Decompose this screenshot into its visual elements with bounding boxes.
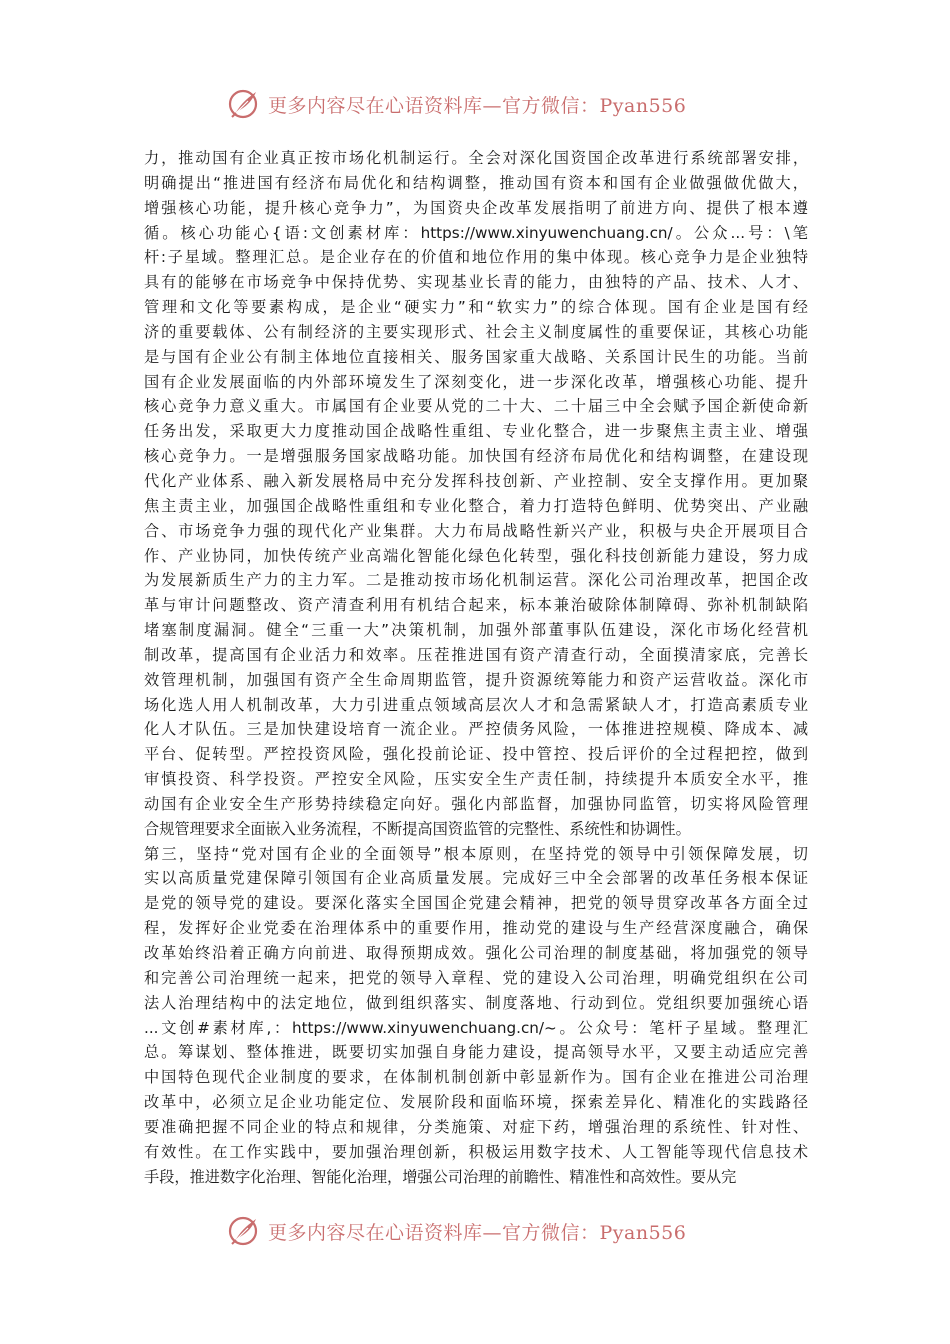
text-line: 制改革，提高国有企业活力和效率。压茬推进国有资产清查行动，全面摸清家底，完善长	[144, 645, 808, 664]
text-line: 作、产业协同，加快传统产业高端化智能化绿色化转型，强化科技创新能力建设，努力成	[144, 546, 808, 565]
feather-logo-icon	[226, 87, 260, 121]
text-line: 第三，坚持“党对国有企业的全面领导”根本原则，在坚持党的领导中引领保障发展，切	[144, 844, 808, 863]
text-line: 有效性。在工作实践中，要加强治理创新，积极运用数字技术、人工智能等现代信息技术	[144, 1142, 808, 1161]
text-line: 为发展新质生产力的主力军。二是推动按市场化机制运营。深化公司治理改革，把国企改	[144, 571, 808, 590]
text-line: 法人治理结构中的法定地位，做到组织落实、制度落地、行动到位。党组织要加强统心语	[144, 993, 808, 1012]
text-line: 中国特色现代企业制度的要求，在体制机制创新中彰显新作为。国有企业在推进公司治理	[144, 1068, 808, 1087]
text-line: 化人才队伍。三是加快建设培育一流企业。严控债务风险，一体推进控规模、降成本、减	[144, 720, 808, 739]
text-line: 核心竞争力意义重大。市属国有企业要从党的二十大、二十届三中全会赋予国企新使命新	[144, 397, 808, 416]
text-line: 管理和文化等要素构成，是企业“硬实力”和“软实力”的综合体现。国有企业是国有经	[144, 298, 808, 317]
text-line: 合、市场竞争力强的现代化产业集群。大力布局战略性新兴产业，积极与央企开展项目合	[144, 521, 808, 540]
footer-watermark-banner	[226, 1211, 686, 1251]
text-line: 国有企业发展面临的内外部环境发生了深刻变化，进一步深化改革，增强核心功能、提升	[144, 372, 808, 391]
text-line: 总。筹谋划、整体推进，既要切实加强自身能力建设，提高领导水平，又要主动适应完善	[144, 1043, 808, 1062]
text-line: ...文创#素材库,：https://www.xinyuwenchuang.cn/~。公众号：笔杆子星域。整理汇	[144, 1018, 808, 1037]
text-line: 改革始终沿着正确方向前进、取得预期成效。强化公司治理的制度基础，将加强党的领导	[144, 944, 808, 962]
text-line: 核心竞争力。一是增强服务国家战略功能。加快国有经济布局优化和结构调整，在建设现	[144, 447, 808, 466]
header-watermark-banner	[226, 84, 686, 124]
text-line: 平台、促转型。严控投资风险，强化投前论证、投中管控、投后评价的全过程把控，做到	[144, 745, 808, 764]
text-line: 改革中，必须立足企业功能定位、发展阶段和面临环境，探索差异化、精准化的实践路径	[144, 1093, 808, 1112]
text-line: 力，推动国有企业真正按市场化机制运行。全会对深化国资国企改革进行系统部署安排，	[144, 149, 808, 167]
feather-logo-icon	[226, 1214, 260, 1248]
text-line: 是与国有企业公有制主体地位直接相关、服务国家重大战略、关系国计民生的功能。当前	[144, 347, 808, 366]
text-line: 具有的能够在市场竞争中保持优势、实现基业长青的能力，由独特的产品、技术、人才、	[144, 273, 808, 292]
text-line: 焦主责主业，加强国企战略性重组和专业化整合，着力打造特色鲜明、优势突出、产业融	[144, 496, 808, 515]
article-body	[144, 146, 808, 1189]
text-line: 杆:子星域。整理汇总。是企业存在的价值和地位作用的集中体现。核心竞争力是企业独特	[144, 248, 808, 267]
text-line: 审慎投资、科学投资。严控安全风险，压实安全生产责任制，持续提升本质安全水平，推	[144, 770, 808, 789]
text-line: 增强核心功能，提升核心竞争力”，为国资央企改革发展指明了前进方向、提供了根本遵	[144, 198, 808, 217]
text-line: 合规管理要求全面嵌入业务流程，不断提高国资监管的完整性、系统性和协调性。	[144, 819, 691, 838]
text-line: 场化选人用人机制改革，大力引进重点领域高层次人才和急需紧缺人才，打造高素质专业	[144, 695, 808, 714]
footer-watermark-text: 更多内容尽在心语资料库—官方微信：Pyan556	[268, 1221, 687, 1244]
text-line: 任务出发，采取更大力度推动国企战略性重组、专业化整合，进一步聚焦主责主业、增强	[144, 422, 808, 441]
text-line: 动国有企业安全生产形势持续稳定向好。强化内部监督，加强协同监管，切实将风险管理	[144, 794, 808, 813]
text-line: 堵塞制度漏洞。健全“三重一大”决策机制，加强外部董事队伍建设，深化市场化经营机	[144, 621, 808, 640]
text-line: 济的重要载体、公有制经济的主要实现形式、社会主义制度属性的重要保证，其核心功能	[144, 322, 808, 341]
text-line: 明确提出“推进国有经济布局优化和结构调整，推动国有资本和国有企业做强做优做大，	[144, 173, 808, 192]
text-line: 和完善公司治理统一起来，把党的领导入章程、党的建设入公司治理，明确党组织在公司	[144, 968, 808, 987]
text-line: 循。核心功能心{语:文创素材库：https://www.xinyuwenchuang.cn/。公众...号：\笔	[144, 223, 808, 242]
text-line: 是党的领导党的建设。要深化落实全国国企党建会精神，把党的领导贯穿改革各方面全过	[144, 894, 808, 913]
text-line: 要准确把握不同企业的特点和规律，分类施策、对症下药，增强治理的系统性、针对性、	[144, 1117, 808, 1136]
text-line: 手段，推进数字化治理、智能化治理，增强公司治理的前瞻性、精准性和高效性。要从完	[144, 1167, 737, 1186]
text-line: 革与审计问题整改、资产清查利用有机结合起来，标本兼治破除体制障碍、弥补机制缺陷	[144, 596, 808, 615]
text-line: 程，发挥好企业党委在治理体系中的重要作用，推动党的建设与生产经营深度融合，确保	[144, 919, 808, 938]
text-line: 代化产业体系、融入新发展格局中充分发挥科技创新、产业控制、安全支撑作用。更加聚	[144, 471, 808, 490]
header-watermark-text: 更多内容尽在心语资料库—官方微信：Pyan556	[268, 94, 687, 117]
text-line: 效管理机制，加强国有资产全生命周期监管，提升资源统筹能力和资产运营收益。深化市	[144, 670, 808, 689]
text-line: 实以高质量党建保障引领国有企业高质量发展。完成好三中全会部署的改革任务根本保证	[144, 869, 808, 888]
